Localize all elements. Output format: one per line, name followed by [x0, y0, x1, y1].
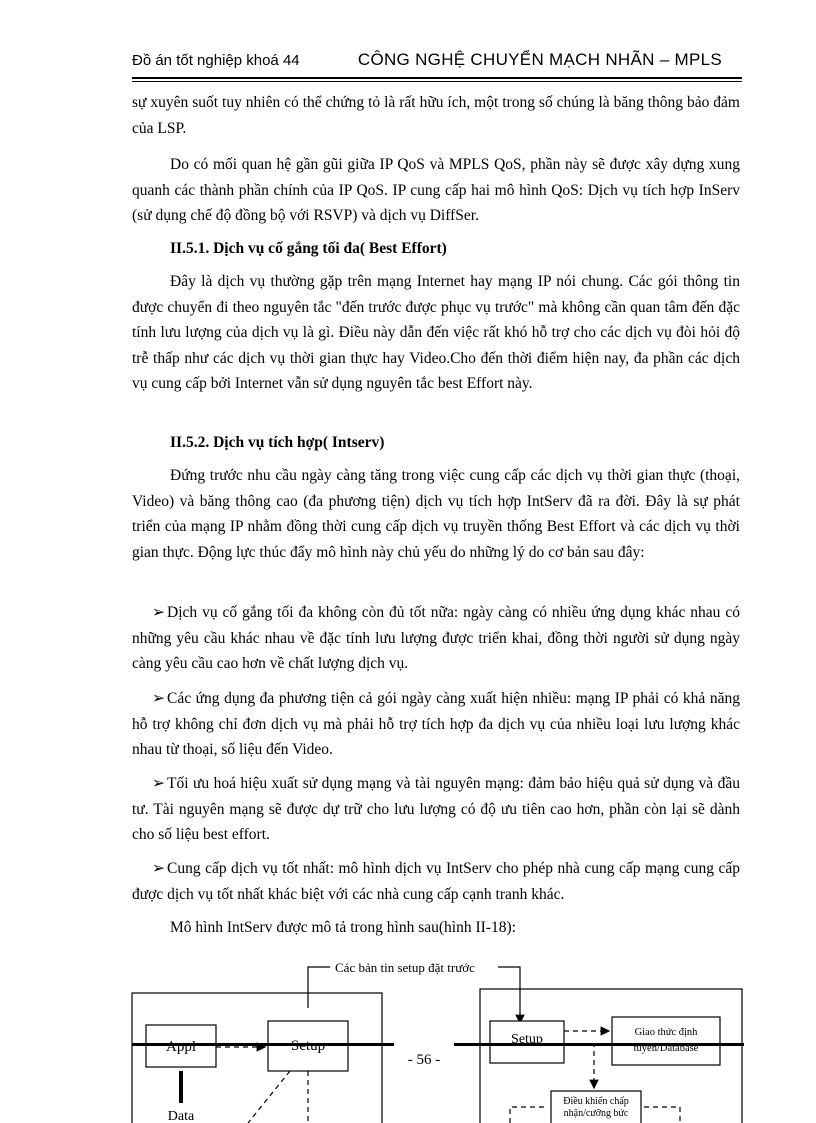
setup-left-label: Setup: [290, 1038, 326, 1054]
paragraph-text: Đứng trước nhu cầu ngày càng tăng trong việc cung cấp các dịch vụ thời gian thực (thoại, Video) và băng thông cao (đa phương tiện) dịch vụ tích hợp IntServ đã ra đời. Đây là sự phát triển của mạng IP nhằm đồng thời cung cấp dịch vụ truyền thống Best Effort và các dịch vụ thời gian thực. Động lực thúc đẩy mô hình này chủ yếu do những lý do cơ bản sau đây:: [132, 467, 740, 561]
header-rule-thin: [132, 81, 742, 82]
bullet-item-3: [132, 771, 740, 848]
bullet-text: Dịch vụ cố gắng tối đa không còn đủ tốt nữa: ngày càng có nhiều ứng dụng khác nhau có những yêu cầu khác nhau về đặc tính lưu lượng được triển khai, đồng thời người sử dụng ngày càng yêu cầu cao hơn về chất lượng dịch vụ.: [132, 604, 740, 672]
header-rule: [132, 77, 742, 79]
footer-rule-right: [454, 1043, 744, 1046]
admission-left-dashed: [510, 1107, 548, 1123]
bullet-text: Các ứng dụng đa phương tiện cả gói ngày càng xuất hiện nhiều: mạng IP phải có khả năng hỗ trợ không chỉ đơn dịch vụ mà phải hỗ trợ tích hợp đa dịch vụ của nhiều loại lưu lượng khác nhau từ thoại, số liệu đến Video.: [132, 690, 740, 758]
routing-db-label-1: Giao thức định: [634, 1027, 698, 1038]
bullet-arrow-icon: ➢: [152, 860, 165, 877]
heading-text: II.5.2. Dịch vụ tích hợp( Intserv): [170, 434, 385, 451]
routing-db-label-2: tuyến/Database: [633, 1043, 699, 1054]
admission-label-1: Điều khiển chấp: [563, 1096, 629, 1107]
bullet-arrow-icon: ➢: [152, 690, 165, 707]
section-heading-intserv: [132, 430, 740, 456]
setup-to-admission-arrow: [564, 1045, 594, 1088]
top-label: Các bản tin setup đặt trước: [335, 960, 475, 975]
paragraph-intserv: [132, 463, 740, 565]
data-label: Data: [167, 1109, 195, 1123]
paragraph-best-effort: [132, 269, 740, 397]
intserv-diagram: [0, 955, 816, 1123]
paragraph-figure-intro: [132, 915, 740, 941]
section-heading-best-effort: [132, 236, 740, 262]
bullet-arrow-icon: ➢: [152, 775, 165, 792]
bullet-item-4: [132, 856, 740, 907]
heading-text: II.5.1. Dịch vụ cố gắng tối đa( Best Effort): [170, 240, 447, 257]
admission-label-2: nhận/cưỡng bức: [563, 1108, 629, 1119]
top-label-left-line: [308, 967, 330, 1008]
paragraph-text: sự xuyên suốt tuy nhiên có thể chứng tỏ là rất hữu ích, một trong số chúng là băng thông bảo đảm của LSP.: [132, 94, 740, 137]
footer-rule-left: [132, 1043, 394, 1046]
appl-label: Appl: [166, 1039, 196, 1055]
intserv-diagram-svg: [0, 955, 816, 1123]
routing-db-box: [612, 1017, 720, 1065]
header-left-title: Đồ án tốt nghiệp khoá 44: [132, 52, 300, 69]
admission-right-dashed: [644, 1107, 680, 1123]
paragraph-text: Mô hình IntServ được mô tả trong hình sau(hình II-18):: [170, 919, 516, 936]
header-right-title: CÔNG NGHỆ CHUYỂN MẠCH NHÃN – MPLS: [357, 50, 722, 69]
paragraph-text: Đây là dịch vụ thường gặp trên mạng Internet hay mạng IP nói chung. Các gói thông tin được chuyển đi theo nguyên tắc "đến trước được phục vụ trước" mà không cần quan tâm đến đặc tính lưu lượng của dịch vụ là gì. Điều này dẫn đến việc rất khó hỗ trợ cho các dịch vụ đòi hỏi độ trễ thấp như các dịch vụ thời gian thực hay Video.Cho đến thời điểm hiện nay, đa phần các dịch vụ cung cấp bởi Internet vẫn sử dụng nguyên tắc best Effort này.: [132, 273, 740, 392]
bullet-item-1: [132, 600, 740, 677]
bullet-item-2: [132, 686, 740, 763]
setup-right-label: Setup: [511, 1032, 543, 1047]
page-header: [132, 50, 738, 74]
bullet-text: Tối ưu hoá hiệu xuất sử dụng mạng và tài nguyên mạng: đảm bảo hiệu quả sử dụng và đầu tư. Tài nguyên mạng sẽ được dự trữ cho lưu lượng có độ ưu tiên cao hơn, phần còn lại sẽ dành cho số liệu best effort.: [132, 775, 740, 843]
setup-diag-dashed: [248, 1071, 290, 1123]
top-label-right-arrow: [498, 967, 520, 1023]
bullet-arrow-icon: ➢: [152, 604, 165, 621]
bullet-text: Cung cấp dịch vụ tốt nhất: mô hình dịch vụ IntServ cho phép nhà cung cấp mạng cung cấp được dịch vụ tốt nhất khác biệt với các nhà cung cấp cạnh tranh khác.: [132, 860, 740, 903]
paragraph-continuation: [132, 90, 740, 141]
paragraph-qos-intro: [132, 152, 740, 229]
paragraph-text: Do có mối quan hệ gần gũi giữa IP QoS và MPLS QoS, phần này sẽ được xây dựng xung quanh các thành phần chính của IP QoS. IP cung cấp hai mô hình QoS: Dịch vụ tích hợp InServ (sử dụng chế độ đồng bộ với RSVP) và dịch vụ DiffSer.: [132, 156, 740, 224]
page-number: - 56 -: [394, 1052, 454, 1069]
